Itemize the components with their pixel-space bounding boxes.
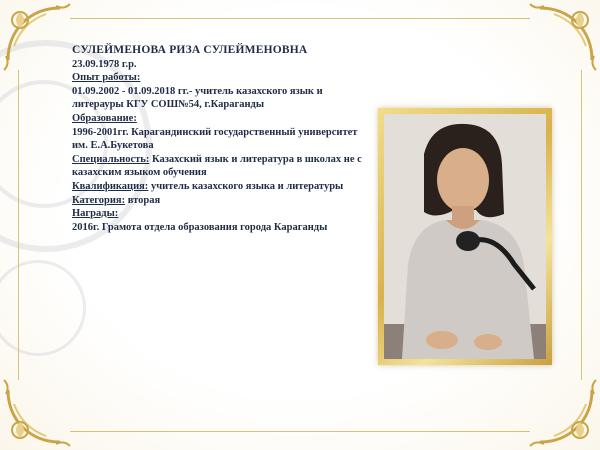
ornament-corner-icon (520, 370, 600, 450)
profile-name: СУЛЕЙМЕНОВА РИЗА СУЛЕЙМЕНОВНА (72, 44, 308, 56)
experience-text: 01.09.2002 - 01.09.2018 гг.- учитель казахского язык и литерауры КГУ СОШ№54, г.Караганды (72, 85, 323, 111)
specialty-line (72, 153, 362, 180)
education-text: 1996-2001гг. Карагандинский государственный университет им. Е.А.Букетова (72, 126, 358, 152)
qualification-text: учитель казахского языка и литературы (148, 180, 344, 192)
frame-line-right (581, 70, 582, 380)
decorative-ring (0, 260, 86, 356)
frame-line-top (70, 18, 530, 19)
qualification-line (72, 180, 362, 194)
profile-text (72, 44, 362, 234)
birth-date: 23.09.1978 г.р. (72, 58, 137, 70)
ornament-corner-icon (0, 370, 80, 450)
category-label: Категория: (72, 194, 126, 206)
frame-line-left (18, 70, 19, 380)
awards-label: Награды: (72, 208, 119, 220)
experience-label: Опыт работы: (72, 72, 141, 84)
specialty-label: Специальность: (72, 153, 150, 165)
photo-frame (378, 108, 552, 365)
ornament-corner-icon (520, 0, 600, 80)
portrait-photo (384, 114, 546, 359)
specialty-text: Казахский язык и литература в школах не с казахским языком обучения (72, 153, 362, 179)
awards-text: 2016г. Грамота отдела образования города Караганды (72, 221, 328, 233)
education-label: Образование: (72, 112, 137, 124)
ornament-corner-icon (0, 0, 80, 80)
frame-line-bottom (70, 431, 530, 432)
category-text: вторая (125, 194, 161, 206)
qualification-label: Квалификация: (72, 180, 149, 192)
category-line (72, 194, 362, 208)
